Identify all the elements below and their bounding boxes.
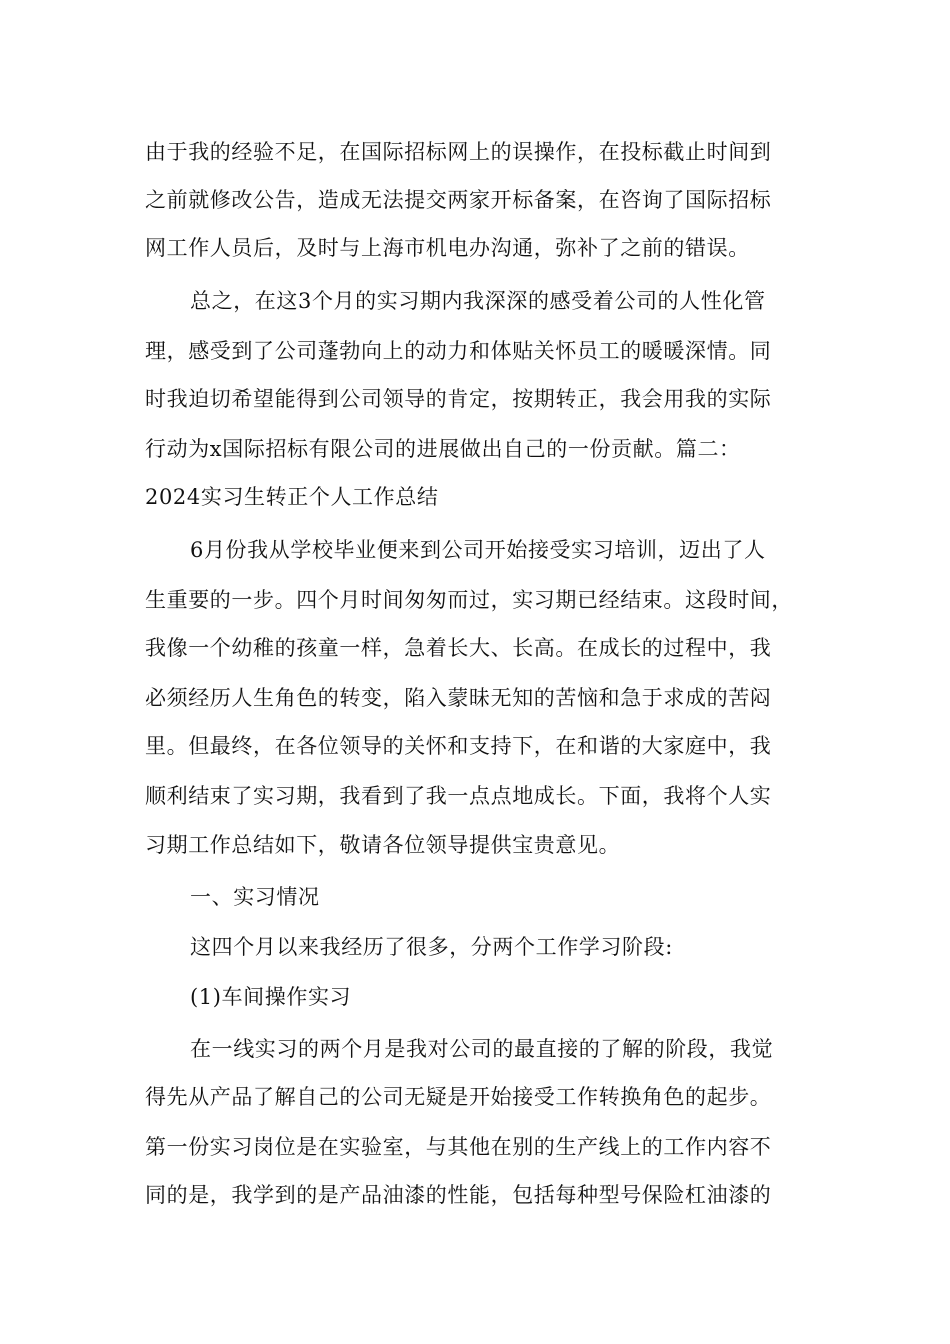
text-line: 同的是，我学到的是产品油漆的性能，包括每种型号保险杠油漆的 xyxy=(145,1183,772,1207)
text-line: 在一线实习的两个月是我对公司的最直接的了解的阶段，我觉 xyxy=(190,1037,774,1061)
text-line: 6月份我从学校毕业便来到公司开始接受实习培训，迈出了人 xyxy=(190,538,766,562)
text-line: 由于我的经验不足，在国际招标网上的误操作，在投标截止时间到 xyxy=(145,140,772,164)
text-line: 行动为x国际招标有限公司的进展做出自己的一份贡献。篇二： xyxy=(145,437,741,461)
text-line: 这四个月以来我经历了很多，分两个工作学习阶段: xyxy=(190,935,673,959)
text-line: 我像一个幼稚的孩童一样，急着长大、长高。在成长的过程中，我 xyxy=(145,636,772,660)
text-line: 理，感受到了公司蓬勃向上的动力和体贴关怀员工的暖暖深情。同 xyxy=(145,339,772,363)
text-line: 顺利结束了实习期，我看到了我一点点地成长。下面，我将个人实 xyxy=(145,784,772,808)
text-line: 第一份实习岗位是在实验室，与其他在别的生产线上的工作内容不 xyxy=(145,1135,772,1159)
text-line: 生重要的一步。四个月时间匆匆而过，实习期已经结束。这段时间， xyxy=(145,588,793,612)
text-line: 必须经历人生角色的转变，陷入蒙昧无知的苦恼和急于求成的苦闷 xyxy=(145,686,772,710)
text-line: 时我迫切希望能得到公司领导的肯定，按期转正，我会用我的实际 xyxy=(145,387,772,411)
text-line: 总之，在这3个月的实习期内我深深的感受着公司的人性化管 xyxy=(190,289,766,313)
text-line: 之前就修改公告，造成无法提交两家开标备案，在咨询了国际招标 xyxy=(145,188,772,212)
subsection-heading: (1)车间操作实习 xyxy=(190,985,352,1009)
section-heading: 一、实习情况 xyxy=(190,885,320,909)
text-line: 网工作人员后，及时与上海市机电办沟通，弥补了之前的错误。 xyxy=(145,236,750,260)
text-line: 习期工作总结如下，敬请各位领导提供宝贵意见。 xyxy=(145,833,621,857)
text-line: 2024实习生转正个人工作总结 xyxy=(145,485,439,509)
text-line: 得先从产品了解自己的公司无疑是开始接受工作转换角色的起步。 xyxy=(145,1085,772,1109)
text-line: 里。但最终，在各位领导的关怀和支持下，在和谐的大家庭中，我 xyxy=(145,734,772,758)
